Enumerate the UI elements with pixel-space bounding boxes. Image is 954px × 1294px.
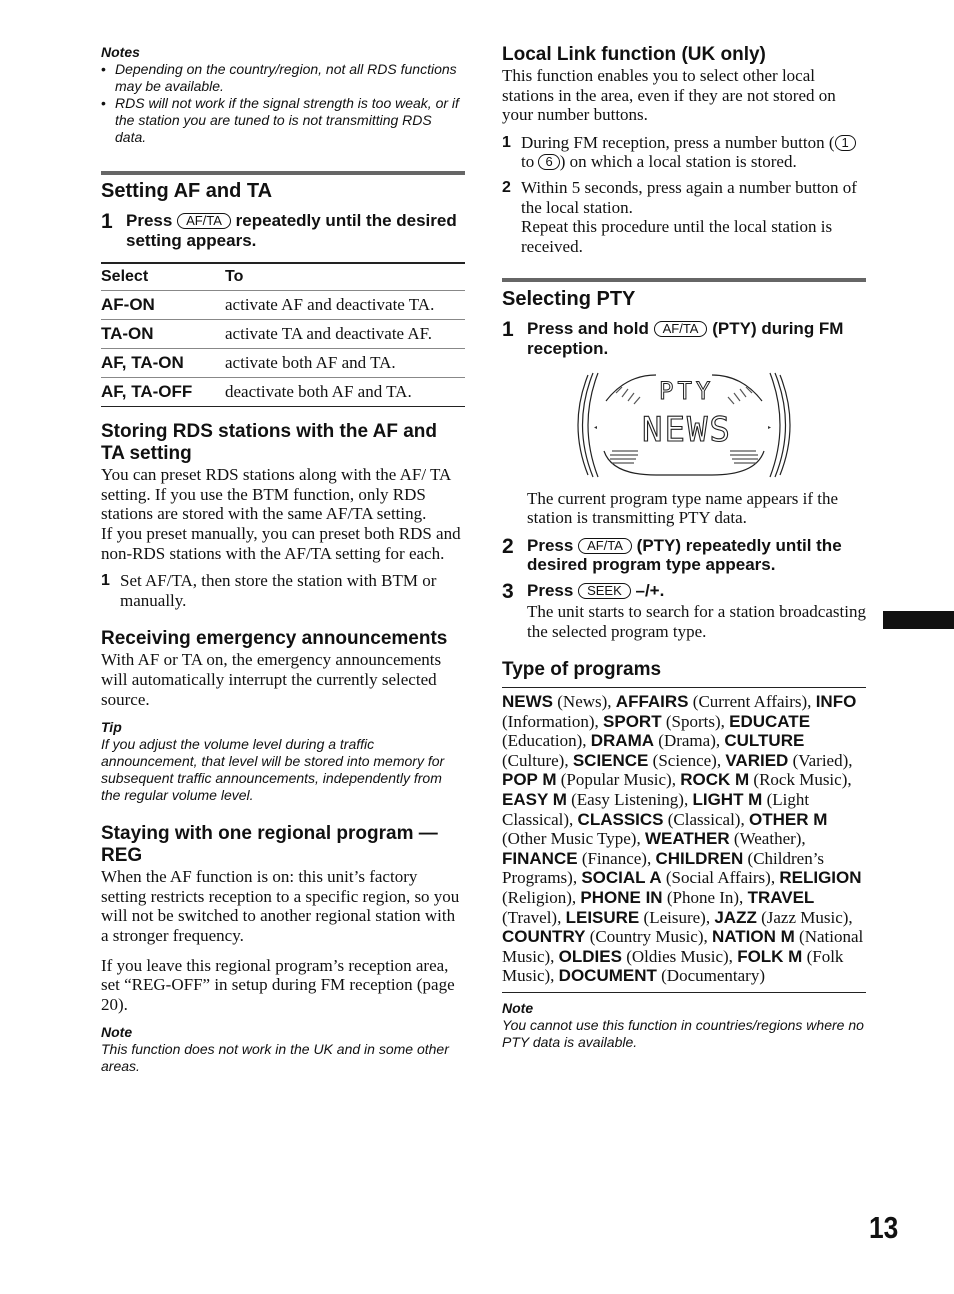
program-type-code: CLASSICS [577, 809, 664, 829]
table-row: TA-ON activate TA and deactivate AF. [101, 320, 465, 349]
note-text: You cannot use this function in countries/regions where no PTY data is available. [502, 1017, 864, 1050]
program-type-code: SPORT [603, 711, 662, 731]
program-type-desc: (Children’s Programs), [502, 848, 825, 888]
regional-paragraph-2: If you leave this regional program’s reception area, set “REG-OFF” in setup during FM reception (page 20). [101, 955, 455, 1014]
program-type-code: WEATHER [644, 829, 730, 849]
notes-heading: Notes [101, 44, 140, 60]
pty-step-2: 2 Press AF/TA (PTY) repeatedly until the desired program type appears. [502, 534, 842, 575]
program-type-item [714, 908, 852, 927]
program-type-code: FOLK M [737, 946, 803, 966]
storing-paragraph-2: If you preset manually, you can preset both RDS and non-RDS stations with the AF/TA setting for each. [101, 523, 461, 563]
number-button-6: 6 [538, 154, 559, 170]
seek-key: SEEK [578, 583, 631, 599]
program-type-desc: (Country Music), [589, 927, 708, 947]
program-type-desc: (Popular Music), [560, 770, 676, 790]
program-type-item [502, 849, 651, 868]
program-type-code: EASY M [502, 790, 567, 810]
types-bottom-rule [502, 992, 866, 993]
table-row: AF, TA-ON activate both AF and TA. [101, 349, 465, 378]
note-heading: Note [101, 1024, 133, 1041]
af-ta-key: AF/TA [578, 538, 632, 554]
program-type-desc: (Travel), [502, 907, 562, 927]
note-item: • Depending on the country/region, not all RDS functions may be available. [101, 61, 457, 94]
program-type-desc: (Science), [652, 750, 722, 770]
local-link-paragraph: This function enables you to select other local stations in the area, even if they are not stored on your number buttons. [502, 66, 836, 125]
program-type-code: CHILDREN [655, 848, 744, 868]
program-type-code: OLDIES [558, 946, 622, 966]
section-tab-marker [883, 611, 954, 629]
program-type-desc: (Easy Listening), [571, 790, 689, 810]
program-type-item [680, 770, 851, 789]
note-heading: Note [502, 1000, 534, 1016]
table-row: AF, TA-OFF deactivate both AF and TA. [101, 378, 465, 407]
step-instruction: Press AF/TA repeatedly until the desired setting appears. [126, 211, 457, 250]
section-title-types: Type of programs [502, 659, 662, 681]
display-main-text: NEWS [642, 409, 732, 450]
program-type-item [559, 947, 733, 966]
program-type-desc: (Finance), [581, 848, 652, 868]
number-button-1: 1 [835, 135, 856, 151]
program-type-code: POP M [502, 770, 557, 790]
program-type-item [616, 692, 812, 711]
local-link-step-1: 1 During FM reception, press a number button ( 1 to 6 ) on which a local station is stored. [502, 133, 866, 172]
program-type-item [725, 751, 852, 770]
display-top-text: PTY [659, 376, 715, 405]
program-type-code: EDUCATE [729, 711, 811, 731]
program-type-code: VARIED [725, 750, 789, 770]
program-type-code: SCIENCE [572, 750, 649, 770]
program-type-desc: (Other Music Type), [502, 829, 641, 849]
program-type-code: DOCUMENT [558, 966, 657, 986]
section-divider [502, 278, 866, 282]
column-header-select: Select [101, 268, 149, 286]
left-column [101, 44, 465, 1075]
program-type-code: PHONE IN [580, 888, 663, 908]
local-link-step-2: 2 Within 5 seconds, press again a number button of the local station. Repeat this procedure until the local station is received. [502, 177, 857, 256]
tip-heading: Tip [101, 719, 122, 736]
program-type-code: RELIGION [779, 868, 862, 888]
program-type-desc: (Information), [502, 711, 599, 731]
af-ta-key: AF/TA [177, 213, 231, 229]
program-type-item [581, 868, 775, 887]
note-item: • RDS will not work if the signal strength is too weak, or if the station you are tuned to is not transmitting RDS data. [101, 95, 459, 145]
svg-text:◂: ◂ [594, 424, 598, 431]
program-type-code: SOCIAL A [581, 868, 662, 888]
right-column [502, 44, 866, 1051]
program-type-desc: (Phone In), [666, 888, 744, 908]
program-type-code: DRAMA [590, 731, 655, 751]
section-title-local-link: Local Link function (UK only) [502, 44, 766, 65]
display-caption: The current program type name appears if the station is transmitting PTY data. [527, 488, 839, 528]
program-type-desc: (Light Classical), [502, 790, 810, 829]
program-type-code: NATION M [711, 927, 795, 947]
program-type-desc: (Drama), [658, 731, 721, 751]
program-type-code: CULTURE [724, 731, 805, 751]
program-type-desc: (National Music), [502, 927, 864, 966]
af-ta-key: AF/TA [654, 321, 708, 337]
step-1 [101, 211, 465, 250]
note-text: This function does not work in the UK and in some other areas. [101, 1041, 449, 1075]
section-title-regional: Staying with one regional program — REG [101, 823, 438, 867]
table-header-row [101, 263, 465, 291]
storing-step: 1 Set AF/TA, then store the station with BTM or manually. [101, 571, 437, 610]
storing-paragraph-1: You can preset RDS stations along with the AF/ TA setting. If you use the BTM function, only RDS stations are stored with the same AF/TA setting. [101, 465, 451, 524]
program-type-desc: (Oldies Music), [626, 946, 733, 966]
types-top-rule [502, 687, 866, 688]
program-type-code: AFFAIRS [615, 692, 689, 712]
pty-step-3: 3 Press SEEK –/+. [502, 579, 665, 603]
table-row: AF-ON activate AF and deactivate TA. [101, 291, 465, 320]
program-types-list [502, 692, 866, 992]
program-type-desc: (Rock Music), [753, 770, 852, 790]
lcd-display-graphic [576, 371, 792, 479]
column-header-to: To [225, 268, 244, 286]
program-type-desc: (News), [557, 692, 612, 712]
program-type-desc: (Weather), [733, 829, 806, 849]
program-type-code: JAZZ [714, 907, 757, 927]
program-type-item [591, 731, 720, 750]
program-type-desc: (Sports), [665, 711, 725, 731]
program-type-code: FINANCE [502, 848, 578, 868]
program-type-desc: (Leisure), [643, 907, 711, 927]
tip-text: If you adjust the volume level during a traffic announcement, that level will be stored into memory for subsequent traffic announcements, independently from the regular volume level. [101, 736, 445, 804]
svg-text:▸: ▸ [768, 424, 772, 431]
step-3-description: The unit starts to search for a station broadcasting the selected program type. [527, 601, 866, 641]
program-type-item [645, 829, 806, 848]
program-type-desc: (Religion), [502, 888, 577, 908]
section-title-emergency: Receiving emergency announcements [101, 628, 448, 650]
program-type-desc: (Varied), [792, 750, 853, 770]
program-type-item [573, 751, 721, 770]
section-title-storing: Storing RDS stations with the AF and TA setting [101, 421, 438, 465]
program-type-item [502, 790, 688, 809]
af-ta-settings-table [101, 262, 465, 407]
program-type-item [603, 712, 725, 731]
program-type-desc: (Culture), [502, 750, 569, 770]
program-type-code: OTHER M [748, 809, 828, 829]
program-type-desc: (Classical), [667, 809, 745, 829]
program-type-code: NEWS [502, 692, 553, 712]
program-type-desc: (Social Affairs), [665, 868, 776, 888]
program-type-code: LIGHT M [692, 790, 763, 810]
program-type-desc: (Documentary) [661, 966, 765, 986]
program-type-item [578, 810, 745, 829]
program-type-item [580, 888, 743, 907]
program-type-code: ROCK M [680, 770, 750, 790]
program-type-desc: (Current Affairs), [692, 692, 812, 712]
program-type-desc: (Jazz Music), [761, 907, 853, 927]
program-type-item [566, 908, 711, 927]
emergency-paragraph: With AF or TA on, the emergency announcements will automatically interrupt the currently selected source. [101, 650, 442, 709]
program-type-item [502, 692, 612, 711]
program-type-desc: (Education), [502, 731, 587, 751]
page-number: 13 [869, 1210, 899, 1245]
program-type-code: LEISURE [565, 907, 640, 927]
program-type-item [502, 770, 676, 789]
program-type-code: INFO [815, 692, 857, 712]
section-title-selecting-pty: Selecting PTY [502, 288, 636, 311]
program-type-item [559, 966, 765, 985]
section-divider [101, 171, 465, 175]
regional-paragraph-1: When the AF function is on: this unit’s factory setting restricts reception to a specific region, so you will not be switched to another regional station with a stronger frequency. [101, 867, 460, 945]
step-number: 1 [101, 210, 113, 233]
pty-display-illustration [576, 371, 792, 479]
program-type-desc: (Folk Music), [502, 946, 844, 986]
program-type-code: COUNTRY [502, 927, 586, 947]
program-type-item [502, 927, 708, 946]
program-type-code: TRAVEL [747, 888, 815, 908]
pty-step-1: 1 Press and hold AF/TA (PTY) during FM reception. [502, 318, 844, 358]
section-title-setting-af-ta: Setting AF and TA [101, 180, 273, 202]
